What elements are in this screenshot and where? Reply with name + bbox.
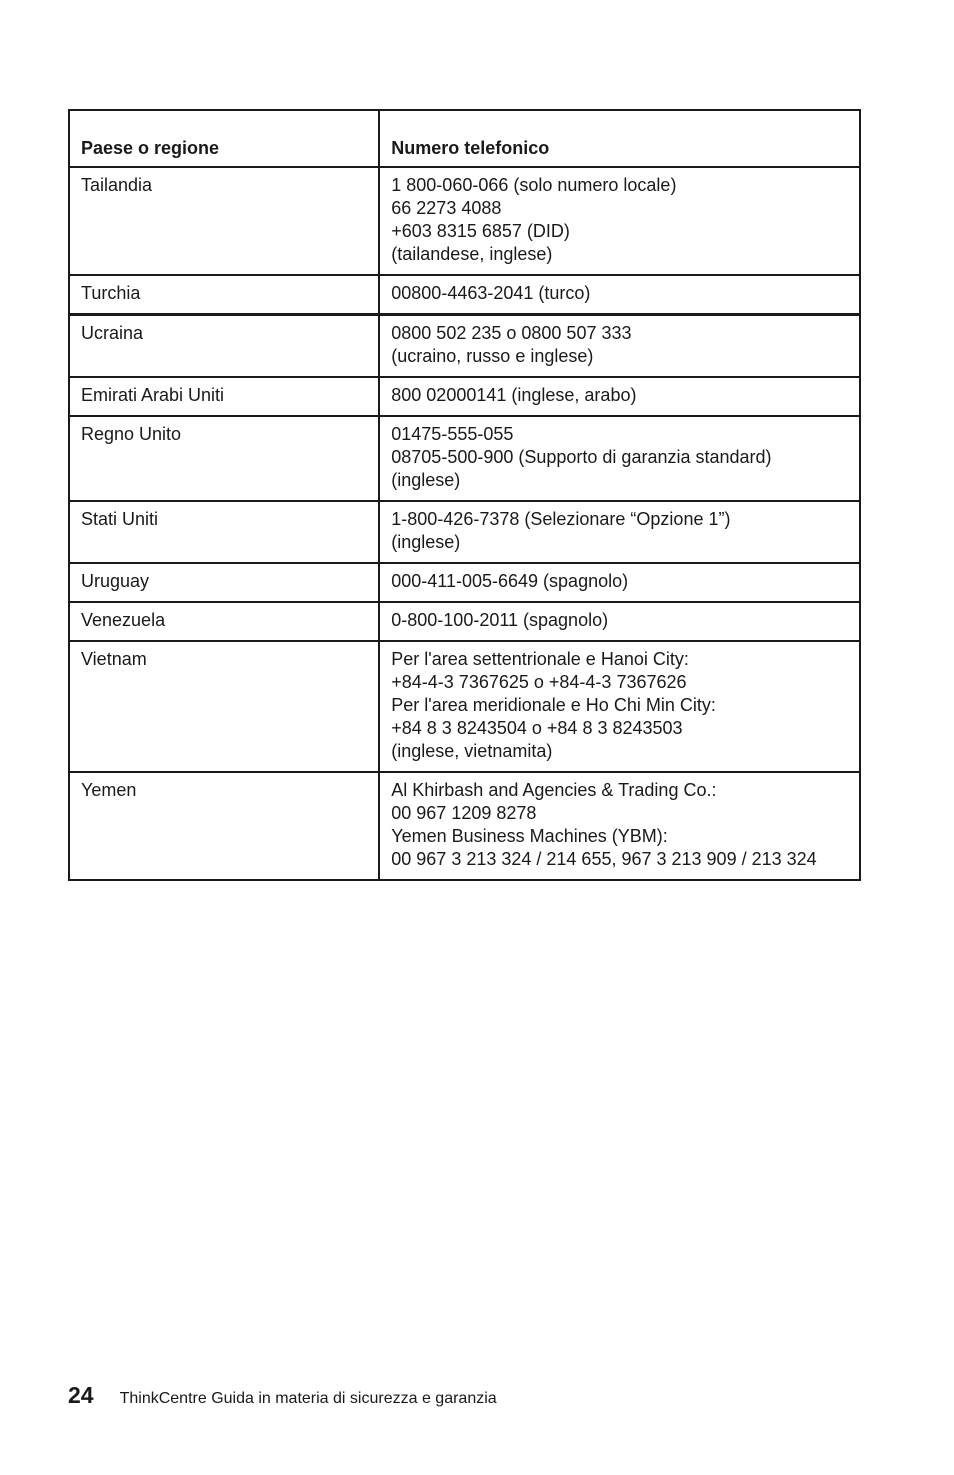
phone-line: Yemen Business Machines (YBM): <box>391 826 668 846</box>
phone-line: 08705-500-900 (Supporto di garanzia standard) <box>391 447 772 467</box>
phone-cell <box>379 416 860 501</box>
phone-line: 0-800-100-2011 (spagnolo) <box>391 610 609 630</box>
country-cell: Emirati Arabi Uniti <box>69 377 379 416</box>
country-cell: Ucraina <box>69 315 379 378</box>
table-row <box>69 416 860 501</box>
phone-line: Al Khirbash and Agencies & Trading Co.: <box>391 780 717 800</box>
table-row <box>69 772 860 880</box>
phone-line: 66 2273 4088 <box>391 198 502 218</box>
phone-line: +84 8 3 8243504 o +84 8 3 8243503 <box>391 718 683 738</box>
phone-line: (inglese) <box>391 470 461 490</box>
phone-line: 00 967 1209 8278 <box>391 803 537 823</box>
country-cell: Yemen <box>69 772 379 880</box>
country-cell: Uruguay <box>69 563 379 602</box>
phone-line: (inglese, vietnamita) <box>391 741 553 761</box>
page-number: 24 <box>68 1382 94 1408</box>
phone-line: +603 8315 6857 (DID) <box>391 221 570 241</box>
table-row <box>69 377 860 416</box>
document-title: ThinkCentre Guida in materia di sicurezza e garanzia <box>119 1390 497 1407</box>
country-cell: Tailandia <box>69 167 379 275</box>
phone-line: Per l'area meridionale e Ho Chi Min City: <box>391 695 716 715</box>
table-row <box>69 641 860 772</box>
country-cell: Regno Unito <box>69 416 379 501</box>
phone-line: 000-411-005-6649 (spagnolo) <box>391 571 629 591</box>
column-header-phone: Numero telefonico <box>379 110 860 167</box>
phone-cell <box>379 377 860 416</box>
table-header-row <box>69 110 860 167</box>
table-row <box>69 501 860 563</box>
phone-cell <box>379 602 860 641</box>
table-row <box>69 602 860 641</box>
column-header-country: Paese o regione <box>69 110 379 167</box>
phone-cell <box>379 641 860 772</box>
phone-line: 00800-4463-2041 (turco) <box>391 283 591 303</box>
phone-cell <box>379 563 860 602</box>
table-row <box>69 275 860 315</box>
phone-cell <box>379 315 860 378</box>
table-body <box>69 167 860 880</box>
phone-line: +84-4-3 7367625 o +84-4-3 7367626 <box>391 672 687 692</box>
table-row <box>69 315 860 378</box>
phone-cell <box>379 772 860 880</box>
page-footer <box>68 1382 497 1409</box>
phone-line: 01475-555-055 <box>391 424 514 444</box>
phone-line: (inglese) <box>391 532 461 552</box>
phone-line: 00 967 3 213 324 / 214 655, 967 3 213 909 / 213 324 <box>391 849 817 869</box>
phone-line: 1 800-060-066 (solo numero locale) <box>391 175 677 195</box>
phone-line: 800 02000141 (inglese, arabo) <box>391 385 637 405</box>
phone-cell <box>379 501 860 563</box>
phone-cell <box>379 167 860 275</box>
phone-cell <box>379 275 860 315</box>
country-cell: Turchia <box>69 275 379 315</box>
phone-directory-table <box>68 109 861 881</box>
phone-line: Per l'area settentrionale e Hanoi City: <box>391 649 689 669</box>
phone-line: (tailandese, inglese) <box>391 244 553 264</box>
phone-line: 1-800-426-7378 (Selezionare “Opzione 1”) <box>391 509 731 529</box>
country-cell: Venezuela <box>69 602 379 641</box>
phone-line: (ucraino, russo e inglese) <box>391 346 594 366</box>
table-row <box>69 167 860 275</box>
phone-line: 0800 502 235 o 0800 507 333 <box>391 323 632 343</box>
table-row <box>69 563 860 602</box>
country-cell: Stati Uniti <box>69 501 379 563</box>
country-cell: Vietnam <box>69 641 379 772</box>
